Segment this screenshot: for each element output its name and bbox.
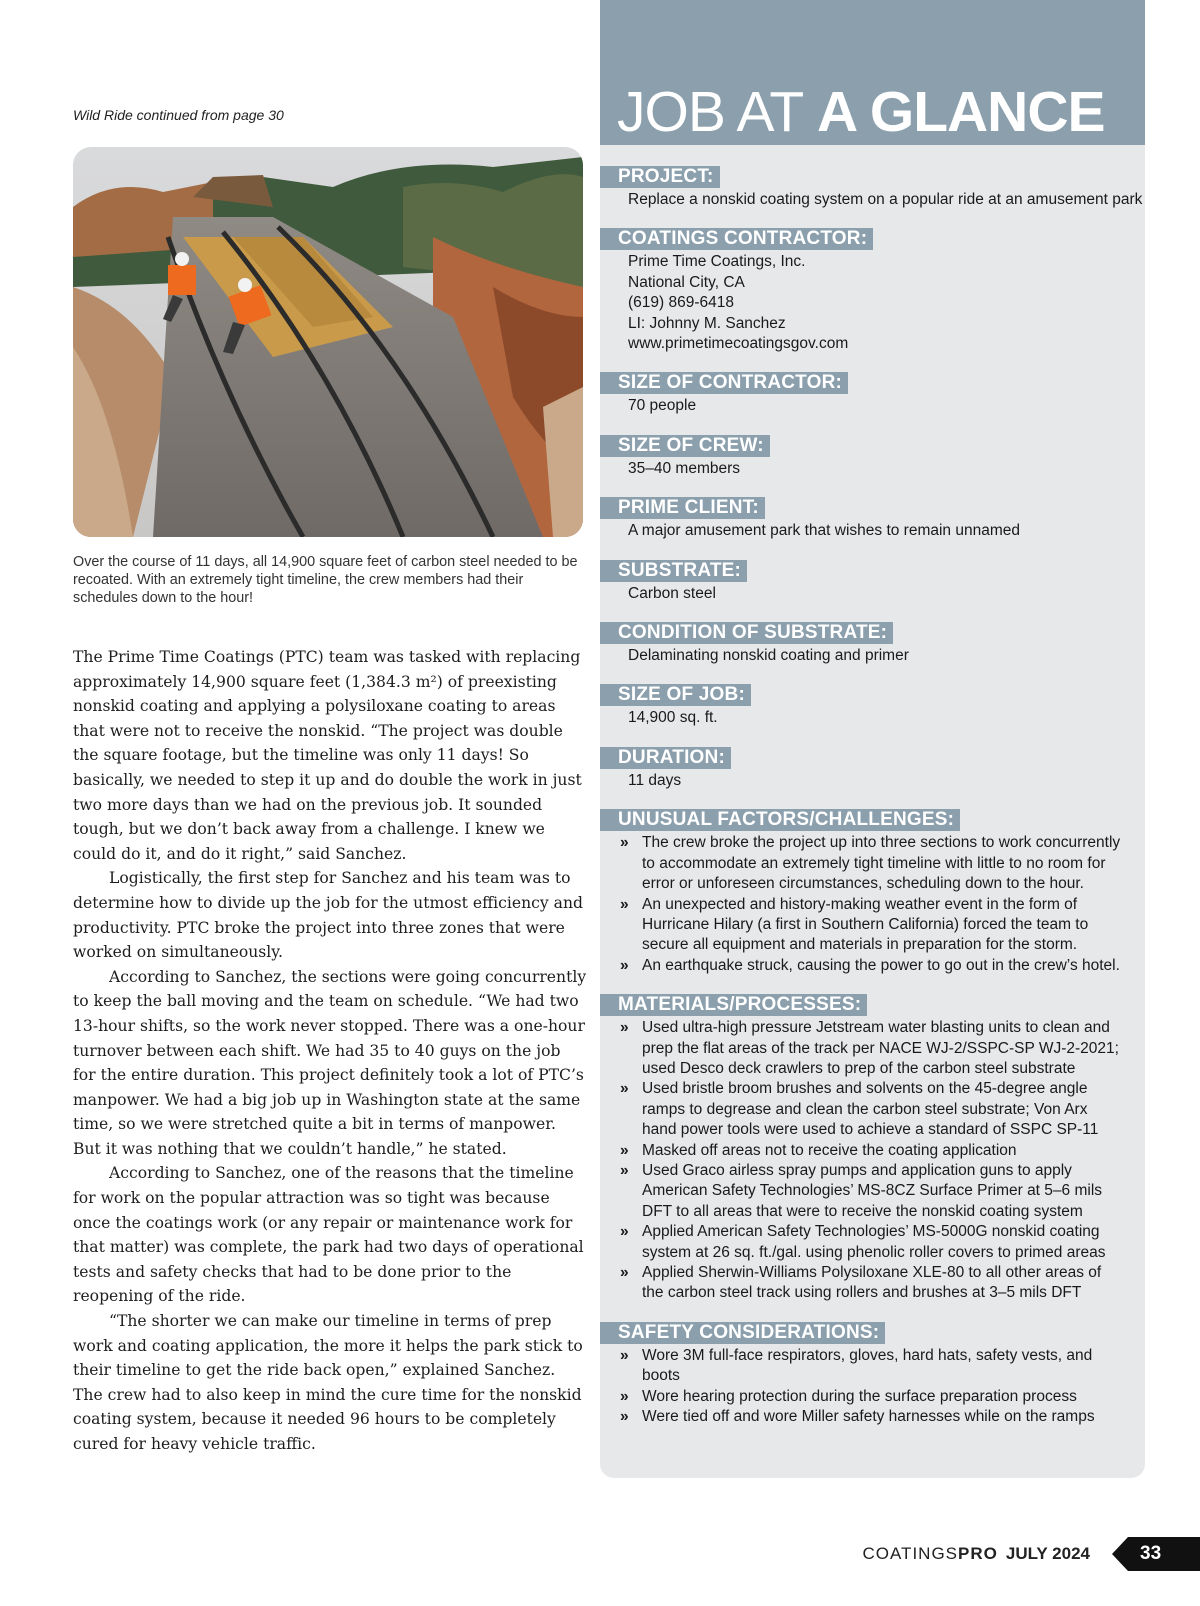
job-at-a-glance-sidebar xyxy=(600,0,1145,1478)
photo-ride-track-workers-icon xyxy=(73,147,583,537)
magazine-name-bold: PRO xyxy=(958,1544,998,1563)
section-text xyxy=(600,252,1145,354)
magazine-name xyxy=(862,1544,997,1564)
section-label: SUBSTRATE: xyxy=(600,560,747,582)
title-bold: A GLANCE xyxy=(816,80,1105,144)
sidebar-header xyxy=(600,0,1145,145)
section-text: 11 days xyxy=(628,771,682,789)
contractor-name: Prime Time Coatings, Inc. xyxy=(628,253,806,271)
list-item: » Were tied off and wore Miller safety harnesses while on the ramps xyxy=(642,1407,1125,1427)
section-substrate xyxy=(600,560,1145,604)
list-item: » The crew broke the project up into three sections to work concurrently to accommodate an extremely tight timeline with little to no room for error or unforeseen circumstances, scheduling down to the hour. xyxy=(642,833,1125,894)
section-prime-client xyxy=(600,497,1145,541)
section-text: A major amusement park that wishes to remain unnamed xyxy=(628,522,1020,540)
section-contractor xyxy=(600,228,1145,354)
page-number-tab xyxy=(1112,1537,1200,1571)
contractor-website: www.primetimecoatingsgov.com xyxy=(628,335,849,353)
page-number: 33 xyxy=(1140,1543,1162,1564)
list-item: » Applied American Safety Technologies’ MS-5000G nonskid coating system at 26 sq. ft./gal. using phenolic roller covers to primed areas xyxy=(642,1222,1125,1263)
magazine-name-light: COATINGS xyxy=(862,1544,959,1563)
section-label: CONDITION OF SUBSTRATE: xyxy=(600,622,893,644)
sidebar-title xyxy=(617,80,1105,144)
section-label: MATERIALS/PROCESSES: xyxy=(600,994,867,1016)
section-label: DURATION: xyxy=(600,747,731,769)
section-label: UNUSUAL FACTORS/CHALLENGES: xyxy=(600,809,960,831)
list-item: » Used Graco airless spray pumps and application guns to apply American Safety Technologies’ MS-8CZ Surface Primer at 5–6 mils DFT to all areas that were to receive the nonskid coating system xyxy=(642,1161,1125,1222)
section-size-contractor xyxy=(600,372,1145,416)
continued-note: Wild Ride continued from page 30 xyxy=(73,107,284,123)
section-size-job xyxy=(600,684,1145,728)
section-size-crew xyxy=(600,435,1145,479)
ride-photo xyxy=(73,147,583,537)
section-label: COATINGS CONTRACTOR: xyxy=(600,228,873,250)
article-body xyxy=(73,645,588,1457)
page-footer xyxy=(862,1537,1200,1571)
list-item: » Applied Sherwin-Williams Polysiloxane XLE-80 to all other areas of the carbon steel track using rollers and brushes at 3–5 mils DFT xyxy=(642,1263,1125,1304)
section-label: SIZE OF CREW: xyxy=(600,435,770,457)
section-label: SIZE OF JOB: xyxy=(600,684,751,706)
section-text: 35–40 members xyxy=(628,459,741,477)
list-item: » Masked off areas not to receive the coating application xyxy=(642,1141,1125,1161)
section-text: Replace a nonskid coating system on a popular ride at an amusement park xyxy=(628,191,1143,208)
section-project xyxy=(600,166,1145,210)
list-item: » An earthquake struck, causing the power to go out in the crew’s hotel. xyxy=(642,956,1125,976)
paragraph: Logistically, the first step for Sanchez and his team was to determine how to divide up the job for the utmost efficiency and productivity. PTC broke the project into three zones that were worked on simultaneously. xyxy=(73,869,583,962)
section-text: Carbon steel xyxy=(628,584,716,602)
contractor-phone: (619) 869-6418 xyxy=(628,294,734,312)
list-item: » An unexpected and history-making weather event in the form of Hurricane Hilary (a first in Southern California) forced the team to secure all equipment and materials in preparation for the storm. xyxy=(642,895,1125,956)
contractor-city: National City, CA xyxy=(628,273,745,291)
section-label: PROJECT: xyxy=(600,166,720,188)
section-text: Delaminating nonskid coating and primer xyxy=(628,647,909,665)
section-condition xyxy=(600,622,1145,666)
section-text: 70 people xyxy=(628,397,697,415)
section-text: 14,900 sq. ft. xyxy=(628,709,718,727)
title-light: JOB AT xyxy=(617,80,817,144)
paragraph: According to Sanchez, the sections were going concurrently to keep the ball moving and the team on schedule. “We had two 13-hour shifts, so the work never stopped. There was a one-hour turnover between each shift. We had 35 to 40 guys on the job for the entire duration. This project definitely took a lot of PTC’s manpower. We had a big job up in Washington state at the same time, so we were stretched quite a bit in terms of manpower. But it was nothing that we couldn’t handle,” he stated. xyxy=(73,967,587,1158)
paragraph: According to Sanchez, one of the reasons that the timeline for work on the popular attraction was so tight was because once the coatings work (or any repair or maintenance work for that matter) was complete, the park had two days of operational tests and safety checks that had to be done prior to the reopening of the ride. xyxy=(73,1164,584,1306)
section-label: SIZE OF CONTRACTOR: xyxy=(600,372,848,394)
section-materials xyxy=(600,994,1145,1304)
section-duration xyxy=(600,747,1145,791)
section-unusual-factors xyxy=(600,809,1145,976)
list-item: » Used bristle broom brushes and solvents on the 45-degree angle ramps to degrease and clean the carbon steel substrate; Von Arx hand power tools were used to achieve a standard of SSPC SP-11 xyxy=(642,1079,1125,1140)
section-label: PRIME CLIENT: xyxy=(600,497,765,519)
list-item: » Used ultra-high pressure Jetstream water blasting units to clean and prep the flat areas of the track per NACE WJ-2/SSPC-SP WJ-2-2021; used Desco deck crawlers to prep of the carbon steel substrate xyxy=(642,1018,1125,1079)
photo-caption: Over the course of 11 days, all 14,900 square feet of carbon steel needed to be recoated. With an extremely tight timeline, the crew members had their schedules down to the hour! xyxy=(73,554,578,606)
contractor-contact: LI: Johnny M. Sanchez xyxy=(628,314,786,332)
paragraph: “The shorter we can make our timeline in terms of prep work and coating application, the more it helps the park stick to their timeline to get the ride back open,” explained Sanchez. The crew had to also keep in mind the cure time for the nonskid coating system, because it needed 96 hours to be completely cured for heavy vehicle traffic. xyxy=(73,1312,583,1453)
list-item: » Wore 3M full-face respirators, gloves, hard hats, safety vests, and boots xyxy=(642,1346,1125,1387)
paragraph: The Prime Time Coatings (PTC) team was tasked with replacing approximately 14,900 square feet (1,384.3 m²) of preexisting nonskid coating and applying a polysiloxane coating to areas that were not to receive the nonskid. “The project was double the square footage, but the timeline was only 11 days! So basically, we needed to step it up and do double the work in just two more days than we had on the previous job. It sounded tough, but we don’t back away from a challenge. I knew we could do it, and do it right,” said Sanchez. xyxy=(73,648,582,863)
issue-date: JULY 2024 xyxy=(1005,1544,1090,1563)
section-label: SAFETY CONSIDERATIONS: xyxy=(600,1322,885,1344)
list-item: » Wore hearing protection during the surface preparation process xyxy=(642,1387,1125,1407)
section-safety xyxy=(600,1322,1145,1428)
